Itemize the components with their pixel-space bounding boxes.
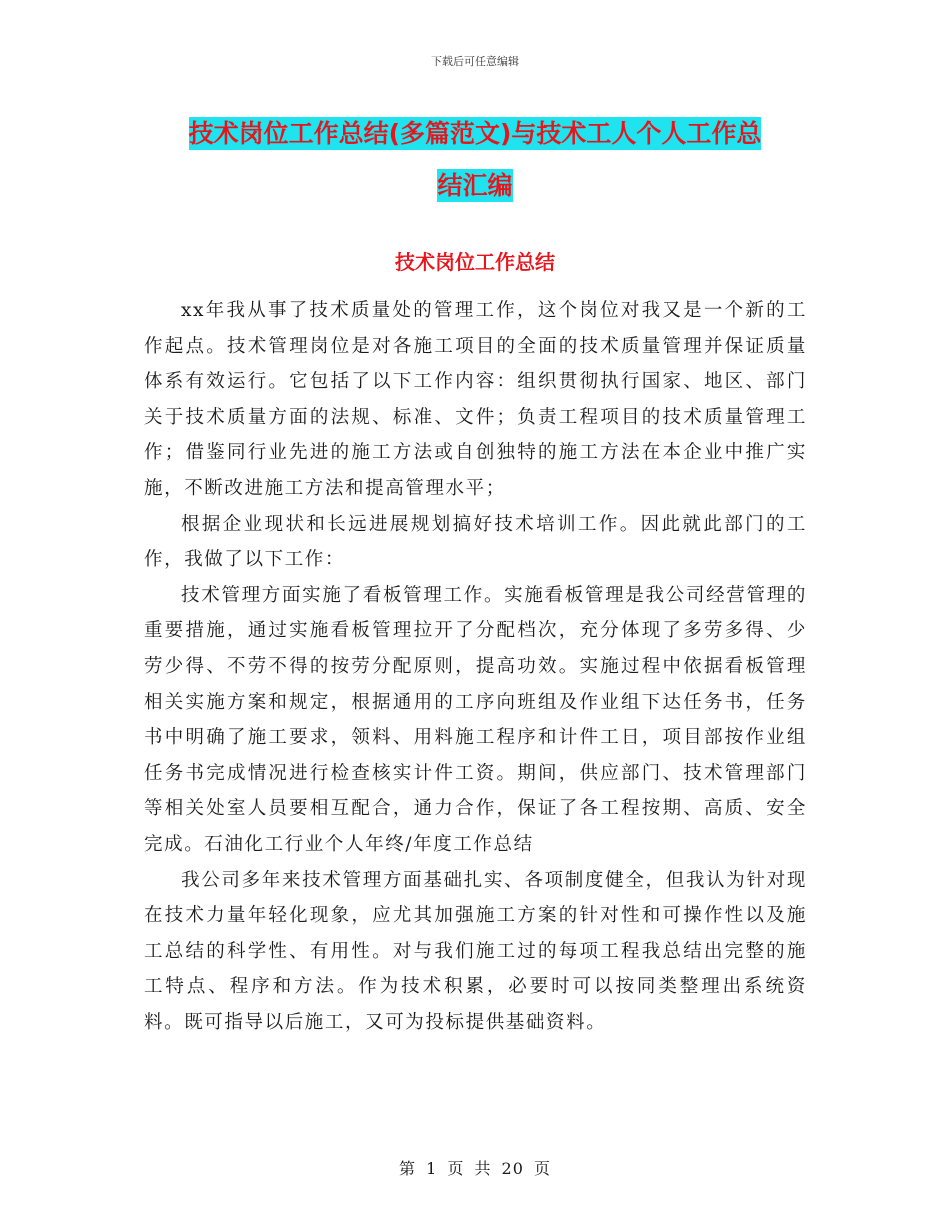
document-title bbox=[140, 108, 810, 212]
page-footer: 第 1 页 共 20 页 bbox=[399, 1159, 551, 1178]
paragraph-2: 根据企业现状和长远进展规划搞好技术培训工作。因此就此部门的工作，我做了以下工作： bbox=[144, 513, 807, 571]
paragraph-4: 我公司多年来技术管理方面基础扎实、各项制度健全，但我认为针对现在技术力量年轻化现象，应尤其加强施工方案的针对性和可操作性以及施工总结的科学性、有用性。对与我们施工过的每项工程我总结出完整的施工特点、程序和方法。作为技术积累，必要时可以按同类整理出系统资料。既可指导以后施工，又可为投标提供基础资料。 bbox=[144, 869, 807, 1033]
document-title-line-2: 结汇编 bbox=[437, 171, 513, 200]
header-note: 下载后可任意编辑 bbox=[431, 55, 519, 68]
section-title: 技术岗位工作总结 bbox=[395, 250, 555, 274]
paragraph-3: 技术管理方面实施了看板管理工作。实施看板管理是我公司经营管理的重要措施，通过实施看板管理拉开了分配档次，充分体现了多劳多得、少劳少得、不劳不得的按劳分配原则，提高功效。实施过程中依据看板管理相关实施方案和规定，根据通用的工序向班组及作业组下达任务书，任务书中明确了施工要求，领料、用料施工程序和计件工日，项目部按作业组任务书完成情况进行检查核实计件工资。期间，供应部门、技术管理部门等相关处室人员要相互配合，通力合作，保证了各工程按期、高质、安全完成。石油化工行业个人年终/年度工作总结 bbox=[144, 584, 807, 855]
body-text bbox=[144, 293, 807, 1040]
paragraph-1: xx年我从事了技术质量处的管理工作，这个岗位对我又是一个新的工作起点。技术管理岗位是对各施工项目的全面的技术质量管理并保证质量体系有效运行。它包括了以下工作内容：组织贯彻执行国家、地区、部门关于技术质量方面的法规、标准、文件；负责工程项目的技术质量管理工作；借鉴同行业先进的施工方法或自创独特的施工方法在本企业中推广实施，不断改进施工方法和提高管理水平； bbox=[144, 300, 807, 499]
document-title-line-1: 技术岗位工作总结(多篇范文)与技术工人个人工作总 bbox=[188, 119, 762, 148]
